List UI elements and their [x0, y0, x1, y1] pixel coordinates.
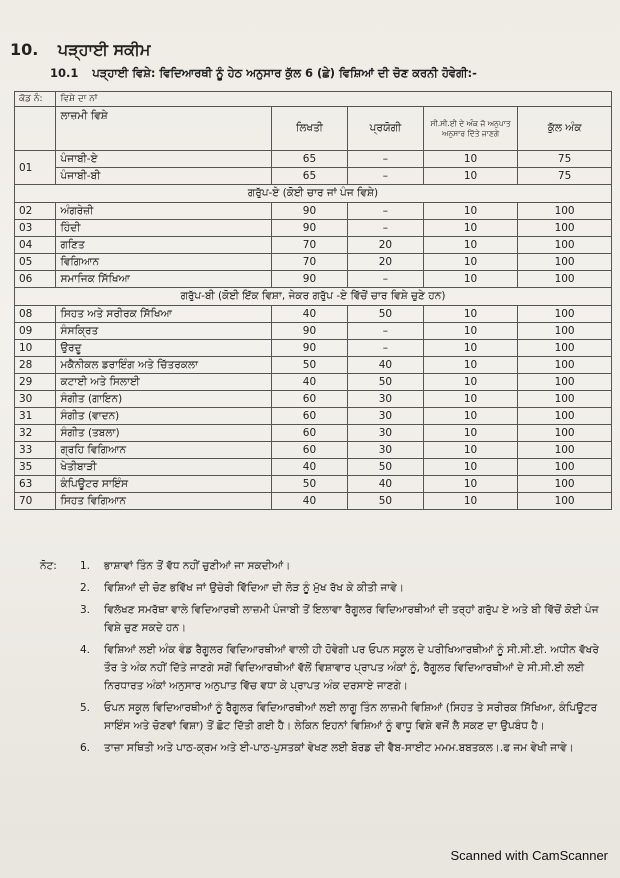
total-cell: 100 — [518, 408, 612, 425]
subject-cell: ਹਿੰਦੀ — [56, 220, 272, 237]
subject-cell: ਉਰਦੂ — [56, 340, 272, 357]
cce-cell: 10 — [423, 168, 517, 185]
total-cell: 100 — [518, 220, 612, 237]
practical-cell: – — [347, 220, 423, 237]
total-cell: 100 — [518, 476, 612, 493]
scanner-watermark: Scanned with CamScanner — [450, 848, 608, 863]
table-row — [15, 271, 612, 288]
practical-cell: 40 — [347, 476, 423, 493]
written-cell: 60 — [272, 442, 348, 459]
note-number: 2. — [80, 582, 91, 594]
practical-cell: – — [347, 340, 423, 357]
written-cell: 60 — [272, 408, 348, 425]
note-item — [80, 579, 610, 597]
table-row — [15, 237, 612, 254]
total-cell: 100 — [518, 254, 612, 271]
practical-cell: 50 — [347, 459, 423, 476]
total-cell: 100 — [518, 323, 612, 340]
note-text: ਵਿਸ਼ਿਆਂ ਲਈ ਅੰਕ ਵੰਡ ਰੈਗੂਲਰ ਵਿਦਿਆਰਥੀਆਂ ਵਾਲੀ ਹੀ ਹੋਵੇਗੀ ਪਰ ਓਪਨ ਸਕੂਲ ਦੇ ਪਰੀਖਿਆਰਥੀਆਂ ਨੂੰ ਸੀ.ਸੀ.ਈ. ਅਧੀਨ ਵੱਖਰੇ ਤੌਰ ਤੇ ਅੰਕ ਨਹੀਂ ਦਿੱਤੇ ਜਾਣਗੇ ਸਗੋਂ ਵਿਦਿਆਰਥੀਆਂ ਵੱਲੋਂ ਵਿਸ਼ਾਵਾਰ ਪ੍ਰਾਪਤ ਅੰਕਾਂ ਨੂੰ, ਰੈਗੂਲਰ ਵਿਦਿਆਰਥੀਆਂ ਦੇ ਸੀ.ਸੀ.ਈ ਲਈ ਨਿਰਧਾਰਤ ਅੰਕਾਂ ਅਨੁਸਾਰ ਅਨੁਪਾਤ ਵਿੱਚ ਵਧਾ ਕੇ ਪ੍ਰਾਪਤ ਅੰਕ ਦਰਸਾਏ ਜਾਣਗੇ। — [104, 644, 599, 692]
written-cell: 90 — [272, 271, 348, 288]
practical-cell: 50 — [347, 374, 423, 391]
cce-cell: 10 — [423, 203, 517, 220]
subject-cell: ਗ੍ਰਹਿ ਵਿਗਿਆਨ — [56, 442, 272, 459]
total-cell: 75 — [518, 168, 612, 185]
subject-cell: ਮਕੈਨੀਕਲ ਡਰਾਇੰਗ ਅਤੇ ਚਿੱਤਰਕਲਾ — [56, 357, 272, 374]
table-row — [15, 374, 612, 391]
code-cell: 30 — [15, 391, 56, 408]
cce-cell: 10 — [423, 357, 517, 374]
cce-cell: 10 — [423, 442, 517, 459]
cce-cell: 10 — [423, 476, 517, 493]
note-number: 6. — [80, 742, 91, 754]
practical-cell: – — [347, 168, 423, 185]
practical-cell: – — [347, 151, 423, 168]
group-b-title: ਗਰੁੱਪ-ਬੀ (ਕੋਈ ਇੱਕ ਵਿਸ਼ਾ, ਜੇਕਰ ਗਰੁੱਪ -ਏ ਵਿੱਚੋਂ ਚਾਰ ਵਿਸ਼ੇ ਚੁਣੇ ਹਨ) — [15, 288, 612, 306]
written-cell: 40 — [272, 493, 348, 510]
subject-cell: ਅੰਗਰੇਜ਼ੀ — [56, 203, 272, 220]
subject-scheme-table — [14, 91, 612, 510]
written-cell: 40 — [272, 306, 348, 323]
subject-cell: ਸੰਗੀਤ (ਗਾਇਨ) — [56, 391, 272, 408]
practical-cell: 50 — [347, 493, 423, 510]
subject-name-header: ਵਿਸ਼ੇ ਦਾ ਨਾਂ — [56, 92, 612, 107]
code-cell: 04 — [15, 237, 56, 254]
table-row — [15, 493, 612, 510]
notes-list — [40, 557, 610, 757]
table-row — [15, 391, 612, 408]
note-text: ਤਾਜ਼ਾ ਸਥਿਤੀ ਅਤੇ ਪਾਠ-ਕ੍ਰਮ ਅਤੇ ਈ-ਪਾਠ-ਪੁਸਤਕਾਂ ਵੇਖਣ ਲਈ ਬੋਰਡ ਦੀ ਵੈਬ-ਸਾਈਟ ਮਮਮ.ਬਬਤਕਲ।.ਫ ਜਮ ਵੇਖੀ ਜਾਵੇ। — [104, 742, 574, 754]
note-text: ਓਪਨ ਸਕੂਲ ਵਿਦਿਆਰਥੀਆਂ ਨੂੰ ਰੈਗੂਲਰ ਵਿਦਿਆਰਥੀਆਂ ਲਈ ਲਾਗੂ ਤਿੰਨ ਲਾਜ਼ਮੀ ਵਿਸ਼ਿਆਂ (ਸਿਹਤ ਤੇ ਸਰੀਰਕ ਸਿੱਖਿਆ, ਕੰਪਿਊਟਰ ਸਾਇੰਸ ਅਤੇ ਚੋਣਵਾਂ ਵਿਸ਼ਾ) ਤੋਂ ਛੋਟ ਦਿੱਤੀ ਗਈ ਹੈ। ਲੇਕਿਨ ਇਹਨਾਂ ਵਿਸ਼ਿਆਂ ਨੂੰ ਵਾਧੂ ਵਿਸ਼ੇ ਵਜੋਂ ਲੈ ਸਕਣ ਦਾ ਉਪਬੰਧ ਹੈ। — [104, 702, 598, 732]
cce-cell: 10 — [423, 425, 517, 442]
cce-header: ਸੀ.ਸੀ.ਈ ਦੇ ਅੰਕ ਜੋ ਅਨੁਪਾਤ ਅਨੁਸਾਰ ਦਿੱਤੇ ਜਾਣਗੇ — [423, 107, 517, 151]
table-row — [15, 357, 612, 374]
practical-cell: 30 — [347, 442, 423, 459]
total-cell: 100 — [518, 271, 612, 288]
code-cell: 29 — [15, 374, 56, 391]
cce-cell: 10 — [423, 254, 517, 271]
total-cell: 100 — [518, 459, 612, 476]
table-row — [15, 408, 612, 425]
subject-cell: ਕੰਪਿਊਟਰ ਸਾਇੰਸ — [56, 476, 272, 493]
cce-cell: 10 — [423, 391, 517, 408]
table-row — [15, 340, 612, 357]
code-header: ਕੋਡ ਨੰ: — [15, 92, 56, 107]
note-item — [80, 641, 610, 695]
code-cell: 03 — [15, 220, 56, 237]
practical-header: ਪ੍ਰਯੋਗੀ — [347, 107, 423, 151]
total-cell: 100 — [518, 306, 612, 323]
total-cell: 100 — [518, 340, 612, 357]
written-cell: 40 — [272, 374, 348, 391]
cce-cell: 10 — [423, 220, 517, 237]
practical-cell: 30 — [347, 408, 423, 425]
practical-cell: 20 — [347, 237, 423, 254]
subject-cell: ਖੇਤੀਬਾੜੀ — [56, 459, 272, 476]
total-cell: 100 — [518, 357, 612, 374]
written-cell: 60 — [272, 425, 348, 442]
subject-cell: ਸੰਗੀਤ (ਤਬਲਾ) — [56, 425, 272, 442]
subject-cell: ਸਮਾਜਿਕ ਸਿੱਖਿਆ — [56, 271, 272, 288]
subject-cell: ਸਿਹਤ ਵਿਗਿਆਨ — [56, 493, 272, 510]
written-cell: 50 — [272, 476, 348, 493]
code-cell: 09 — [15, 323, 56, 340]
table-row — [15, 459, 612, 476]
note-text: ਵਿਸ਼ਿਆਂ ਦੀ ਚੋਣ ਭਵਿੱਖ ਜਾਂ ਉਚੇਰੀ ਵਿੱਦਿਆ ਦੀ ਲੋੜ ਨੂੰ ਮੁੱਖ ਰੱਖ ਕੇ ਕੀਤੀ ਜਾਵੇ। — [104, 582, 404, 594]
subject-cell: ਕਟਾਈ ਅਤੇ ਸਿਲਾਈ — [56, 374, 272, 391]
total-cell: 100 — [518, 493, 612, 510]
table-row — [15, 220, 612, 237]
cce-cell: 10 — [423, 271, 517, 288]
code-cell: 63 — [15, 476, 56, 493]
written-header: ਲਿਖਤੀ — [272, 107, 348, 151]
compulsory-subjects-header: ਲਾਜ਼ਮੀ ਵਿਸ਼ੇ — [56, 107, 272, 151]
cce-cell: 10 — [423, 306, 517, 323]
note-item — [80, 557, 610, 575]
written-cell: 90 — [272, 340, 348, 357]
practical-cell: – — [347, 203, 423, 220]
cce-cell: 10 — [423, 151, 517, 168]
written-cell: 90 — [272, 220, 348, 237]
section-heading — [10, 40, 150, 60]
subject-cell: ਸੰਸਕ੍ਰਿਤ — [56, 323, 272, 340]
table-row — [15, 151, 612, 168]
table-row — [15, 203, 612, 220]
total-cell: 75 — [518, 151, 612, 168]
code-cell: 32 — [15, 425, 56, 442]
written-cell: 70 — [272, 254, 348, 271]
written-cell: 90 — [272, 323, 348, 340]
written-cell: 70 — [272, 237, 348, 254]
practical-cell: 30 — [347, 391, 423, 408]
subsection-heading — [50, 66, 477, 81]
code-cell: 28 — [15, 357, 56, 374]
total-cell: 100 — [518, 374, 612, 391]
subject-cell: ਸੰਗੀਤ (ਵਾਦਨ) — [56, 408, 272, 425]
notes-label: ਨੋਟ: — [40, 560, 57, 572]
total-header: ਕੁੱਲ ਅੰਕ — [518, 107, 612, 151]
note-number: 3. — [80, 604, 91, 616]
note-number: 1. — [80, 560, 91, 572]
table-row — [15, 306, 612, 323]
total-cell: 100 — [518, 203, 612, 220]
subsection-text: ਪੜ੍ਹਾਈ ਵਿਸ਼ੇ: ਵਿਦਿਆਰਥੀ ਨੂੰ ਹੇਠ ਅਨੁਸਾਰ ਕੁੱਲ 6 (ਛੇ) ਵਿਸ਼ਿਆਂ ਦੀ ਚੋਣ ਕਰਨੀ ਹੋਵੇਗੀ:- — [92, 66, 477, 80]
subject-cell: ਪੰਜਾਬੀ-ਬੀ — [56, 168, 272, 185]
note-text: ਵਿਲੱਖਣ ਸਮਰੱਥਾ ਵਾਲੇ ਵਿਦਿਆਰਥੀ ਲਾਜ਼ਮੀ ਪੰਜਾਬੀ ਤੋਂ ਇਲਾਵਾ ਰੈਗੂਲਰ ਵਿਦਿਆਰਥੀਆਂ ਦੀ ਤਰ੍ਹਾਂ ਗਰੁੱਪ ਏ ਅਤੇ ਬੀ ਵਿੱਚੋਂ ਕੋਈ ਪੰਜ ਵਿਸ਼ੇ ਚੁਣ ਸਕਦੇ ਹਨ। — [104, 604, 599, 634]
practical-cell: 20 — [347, 254, 423, 271]
code-cell: 31 — [15, 408, 56, 425]
group-b-rows — [15, 306, 612, 510]
code-cell: 35 — [15, 459, 56, 476]
table-row — [15, 425, 612, 442]
cce-cell: 10 — [423, 408, 517, 425]
section-number: 10. — [10, 40, 39, 59]
practical-cell: 30 — [347, 425, 423, 442]
total-cell: 100 — [518, 391, 612, 408]
subsection-number: 10.1 — [50, 66, 79, 80]
cce-cell: 10 — [423, 374, 517, 391]
note-item — [80, 601, 610, 637]
cce-cell: 10 — [423, 493, 517, 510]
practical-cell: – — [347, 271, 423, 288]
written-cell: 90 — [272, 203, 348, 220]
subject-cell: ਸਿਹਤ ਅਤੇ ਸਰੀਰਕ ਸਿੱਖਿਆ — [56, 306, 272, 323]
code-cell: 02 — [15, 203, 56, 220]
section-title: ਪੜ੍ਹਾਈ ਸਕੀਮ — [57, 40, 151, 59]
cce-cell: 10 — [423, 237, 517, 254]
table-row — [15, 168, 612, 185]
written-cell: 65 — [272, 151, 348, 168]
subject-cell: ਗਣਿਤ — [56, 237, 272, 254]
note-number: 4. — [80, 644, 91, 656]
cce-cell: 10 — [423, 340, 517, 357]
written-cell: 60 — [272, 391, 348, 408]
practical-cell: 50 — [347, 306, 423, 323]
code-cell: 06 — [15, 271, 56, 288]
written-cell: 40 — [272, 459, 348, 476]
total-cell: 100 — [518, 237, 612, 254]
practical-cell: – — [347, 323, 423, 340]
note-item — [80, 699, 610, 735]
code-cell: 33 — [15, 442, 56, 459]
table-row — [15, 323, 612, 340]
table-row — [15, 442, 612, 459]
header-blank — [15, 107, 56, 151]
note-item — [80, 739, 610, 757]
cce-cell: 10 — [423, 323, 517, 340]
note-number: 5. — [80, 702, 91, 714]
subject-cell: ਵਿਗਿਆਨ — [56, 254, 272, 271]
notes-section — [40, 557, 610, 761]
table-row — [15, 476, 612, 493]
practical-cell: 40 — [347, 357, 423, 374]
code-cell: 10 — [15, 340, 56, 357]
code-cell: 70 — [15, 493, 56, 510]
written-cell: 50 — [272, 357, 348, 374]
code-cell: 01 — [15, 151, 56, 185]
subject-cell: ਪੰਜਾਬੀ-ਏ — [56, 151, 272, 168]
group-a-rows — [15, 203, 612, 288]
group-a-title: ਗਰੁੱਪ-ਏ (ਕੋਈ ਚਾਰ ਜਾਂ ਪੰਜ ਵਿਸ਼ੇ) — [15, 185, 612, 203]
written-cell: 65 — [272, 168, 348, 185]
total-cell: 100 — [518, 425, 612, 442]
cce-cell: 10 — [423, 459, 517, 476]
code-cell: 08 — [15, 306, 56, 323]
code-cell: 05 — [15, 254, 56, 271]
note-text: ਭਾਸ਼ਾਵਾਂ ਤਿੰਨ ਤੋਂ ਵੱਧ ਨਹੀਂ ਚੁਣੀਆਂ ਜਾ ਸਕਦੀਆਂ। — [104, 560, 291, 572]
total-cell: 100 — [518, 442, 612, 459]
table-row — [15, 254, 612, 271]
